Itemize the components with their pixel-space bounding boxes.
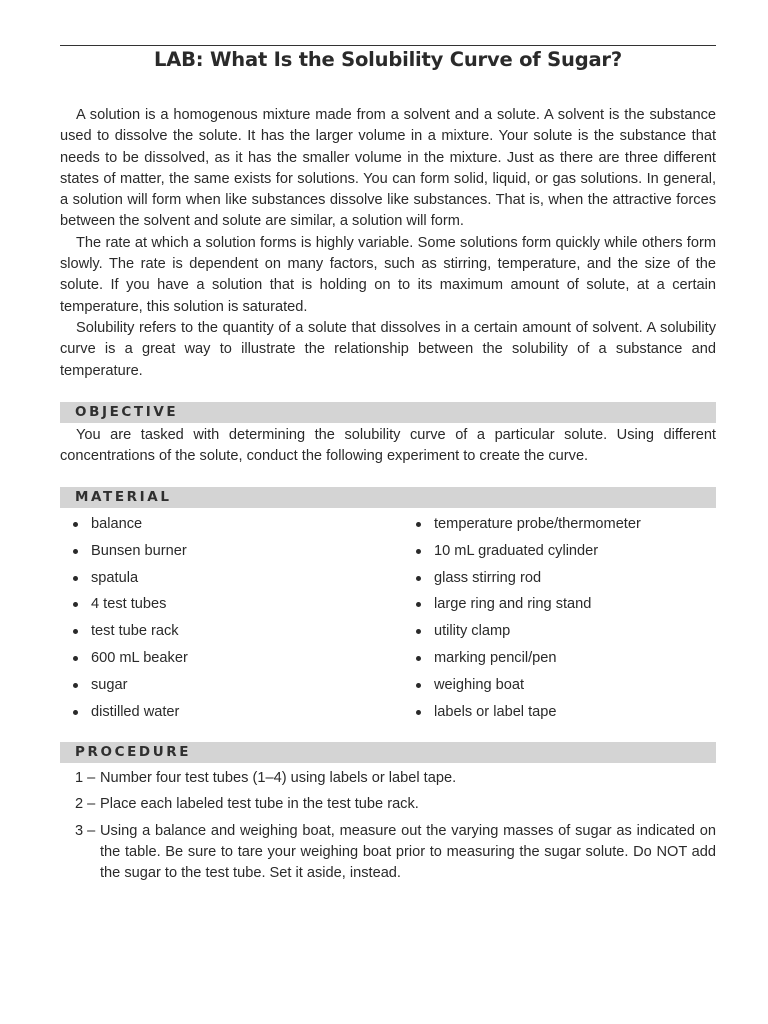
- material-column-left: [73, 514, 403, 728]
- intro-section: [60, 105, 716, 382]
- page-title: LAB: What Is the Solubility Curve of Sugar?: [154, 48, 622, 71]
- list-item: distilled water: [73, 702, 403, 729]
- step-number: 2 –: [75, 796, 96, 813]
- step-number: 3 –: [75, 822, 96, 839]
- intro-paragraph: Solubility refers to the quantity of a solute that dissolves in a certain amount of solvent. A solubility curve is a great way to illustrate the relationship between the solubility of a substance and temperature.: [60, 319, 716, 379]
- step-text: Using a balance and weighing boat, measure out the varying masses of sugar as indicated on the table. Be sure to tare your weighing boat prior to measuring the sugar solute. Do NOT add the sugar to the test tube. Set it aside, instead.: [100, 822, 716, 882]
- list-item: test tube rack: [73, 621, 403, 648]
- material-header: [60, 487, 716, 508]
- list-item: glass stirring rod: [416, 568, 716, 595]
- intro-paragraph: A solution is a homogenous mixture made from a solvent and a solute. A solvent is the substance used to dissolve the solute. It has the larger volume in a mixture. Your solute is the substance that needs to be dissolved, as it has the smaller volume in the mixture. Just as there are three different states of matter, the same exists for solutions. You can form solid, liquid, or gas solutions. In general, a solution will form when like substances dissolve like substances. That is, when the attractive forces between the solvent and solute are similar, a solution will form.: [60, 107, 716, 230]
- objective-header: [60, 402, 716, 423]
- procedure-section: [60, 768, 716, 889]
- list-item: balance: [73, 514, 403, 541]
- step-text: Number four test tubes (1–4) using labels or label tape.: [100, 770, 457, 786]
- procedure-heading: PROCEDURE: [75, 744, 192, 760]
- list-item: temperature probe/thermometer: [416, 514, 716, 541]
- objective-text: You are tasked with determining the solubility curve of a particular solute. Using different concentrations of the solute, conduct the following experiment to create the curve.: [60, 427, 716, 465]
- material-column-right: [416, 514, 716, 728]
- list-item: weighing boat: [416, 675, 716, 702]
- list-item: 10 mL graduated cylinder: [416, 541, 716, 568]
- step-number: 1 –: [75, 770, 96, 786]
- list-item: spatula: [73, 568, 403, 595]
- list-item: utility clamp: [416, 621, 716, 648]
- list-item: labels or label tape: [416, 702, 716, 729]
- list-item: marking pencil/pen: [416, 648, 716, 675]
- procedure-header: [60, 742, 716, 763]
- list-item: sugar: [73, 675, 403, 702]
- objective-section: [60, 425, 716, 468]
- material-heading: MATERIAL: [75, 489, 172, 505]
- list-item: large ring and ring stand: [416, 594, 716, 621]
- objective-heading: OBJECTIVE: [75, 404, 179, 420]
- procedure-step: [60, 794, 716, 815]
- step-text: Place each labeled test tube in the test tube rack.: [100, 796, 419, 813]
- list-item: 4 test tubes: [73, 594, 403, 621]
- procedure-step: [60, 768, 716, 789]
- intro-paragraph: The rate at which a solution forms is highly variable. Some solutions form quickly while others form slowly. The rate is dependent on many factors, such as stirring, temperature, and the size of the solute. If you have a solution that is holding on to its maximum amount of solute, at a certain temperature, this solution is saturated.: [60, 234, 716, 315]
- procedure-step: [60, 821, 716, 885]
- list-item: Bunsen burner: [73, 541, 403, 568]
- list-item: 600 mL beaker: [73, 648, 403, 675]
